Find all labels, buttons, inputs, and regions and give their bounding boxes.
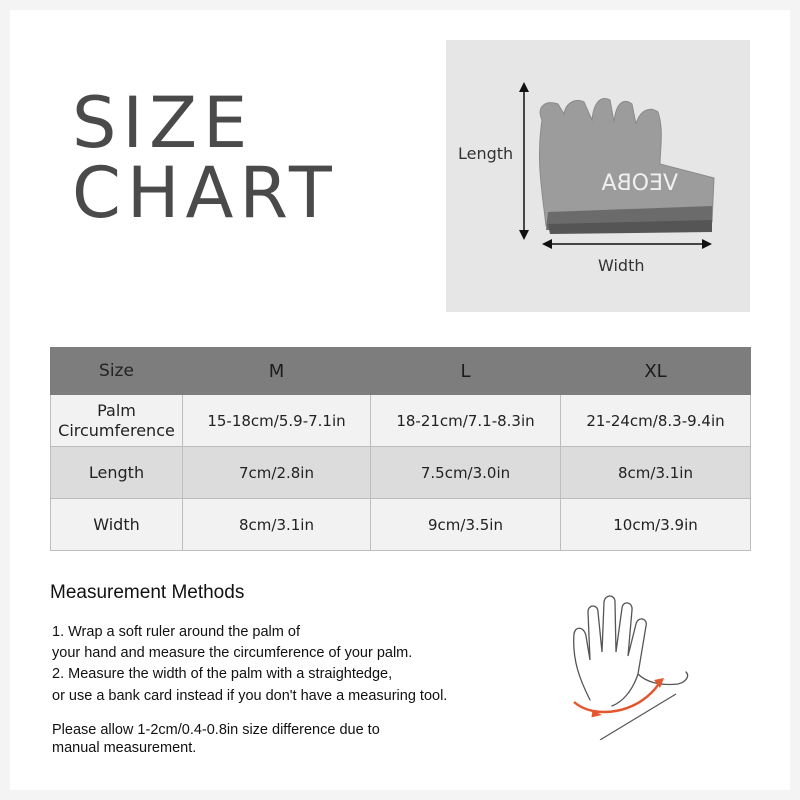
table-row	[51, 499, 751, 551]
glove-diagram	[446, 40, 750, 312]
table-cell: 18-21cm/7.1-8.3in	[371, 395, 561, 447]
method-line-1: 1. Wrap a soft ruler around the palm of	[52, 624, 300, 640]
table-cell: 21-24cm/8.3-9.4in	[561, 395, 751, 447]
glove-brand-text: VEOBA	[601, 171, 678, 196]
title-line-1: SIZE	[72, 82, 254, 164]
table-cell: 8cm/3.1in	[561, 447, 751, 499]
table-cell: 10cm/3.9in	[561, 499, 751, 551]
row-label-palm: Palm Circumference	[51, 395, 183, 447]
table-cell: 8cm/3.1in	[183, 499, 371, 551]
table-row	[51, 395, 751, 447]
note-line-1: Please allow 1-2cm/0.4-0.8in size difference due to	[52, 722, 380, 738]
title-line-2: CHART	[72, 152, 338, 234]
row-label-length: Length	[51, 447, 183, 499]
note-line-2: manual measurement.	[52, 740, 197, 756]
header-m: M	[183, 348, 371, 395]
table-cell: 7.5cm/3.0in	[371, 447, 561, 499]
table-row	[51, 447, 751, 499]
table-cell: 15-18cm/5.9-7.1in	[183, 395, 371, 447]
table-cell: 9cm/3.5in	[371, 499, 561, 551]
table-header-row	[51, 348, 751, 395]
width-label: Width	[598, 256, 645, 275]
method-line-4: or use a bank card instead if you don't have a measuring tool.	[52, 688, 448, 704]
hand-measure-icon	[560, 590, 700, 740]
length-label: Length	[458, 144, 514, 163]
header-xl: XL	[561, 348, 751, 395]
header-l: L	[371, 348, 561, 395]
method-line-2: your hand and measure the circumference of your palm.	[52, 645, 413, 661]
methods-title: Measurement Methods	[50, 582, 245, 603]
page-title	[72, 82, 338, 234]
header-size: Size	[51, 348, 183, 395]
size-table	[50, 347, 751, 551]
table-cell: 7cm/2.8in	[183, 447, 371, 499]
row-label-width: Width	[51, 499, 183, 551]
method-line-3: 2. Measure the width of the palm with a straightedge,	[52, 666, 393, 682]
